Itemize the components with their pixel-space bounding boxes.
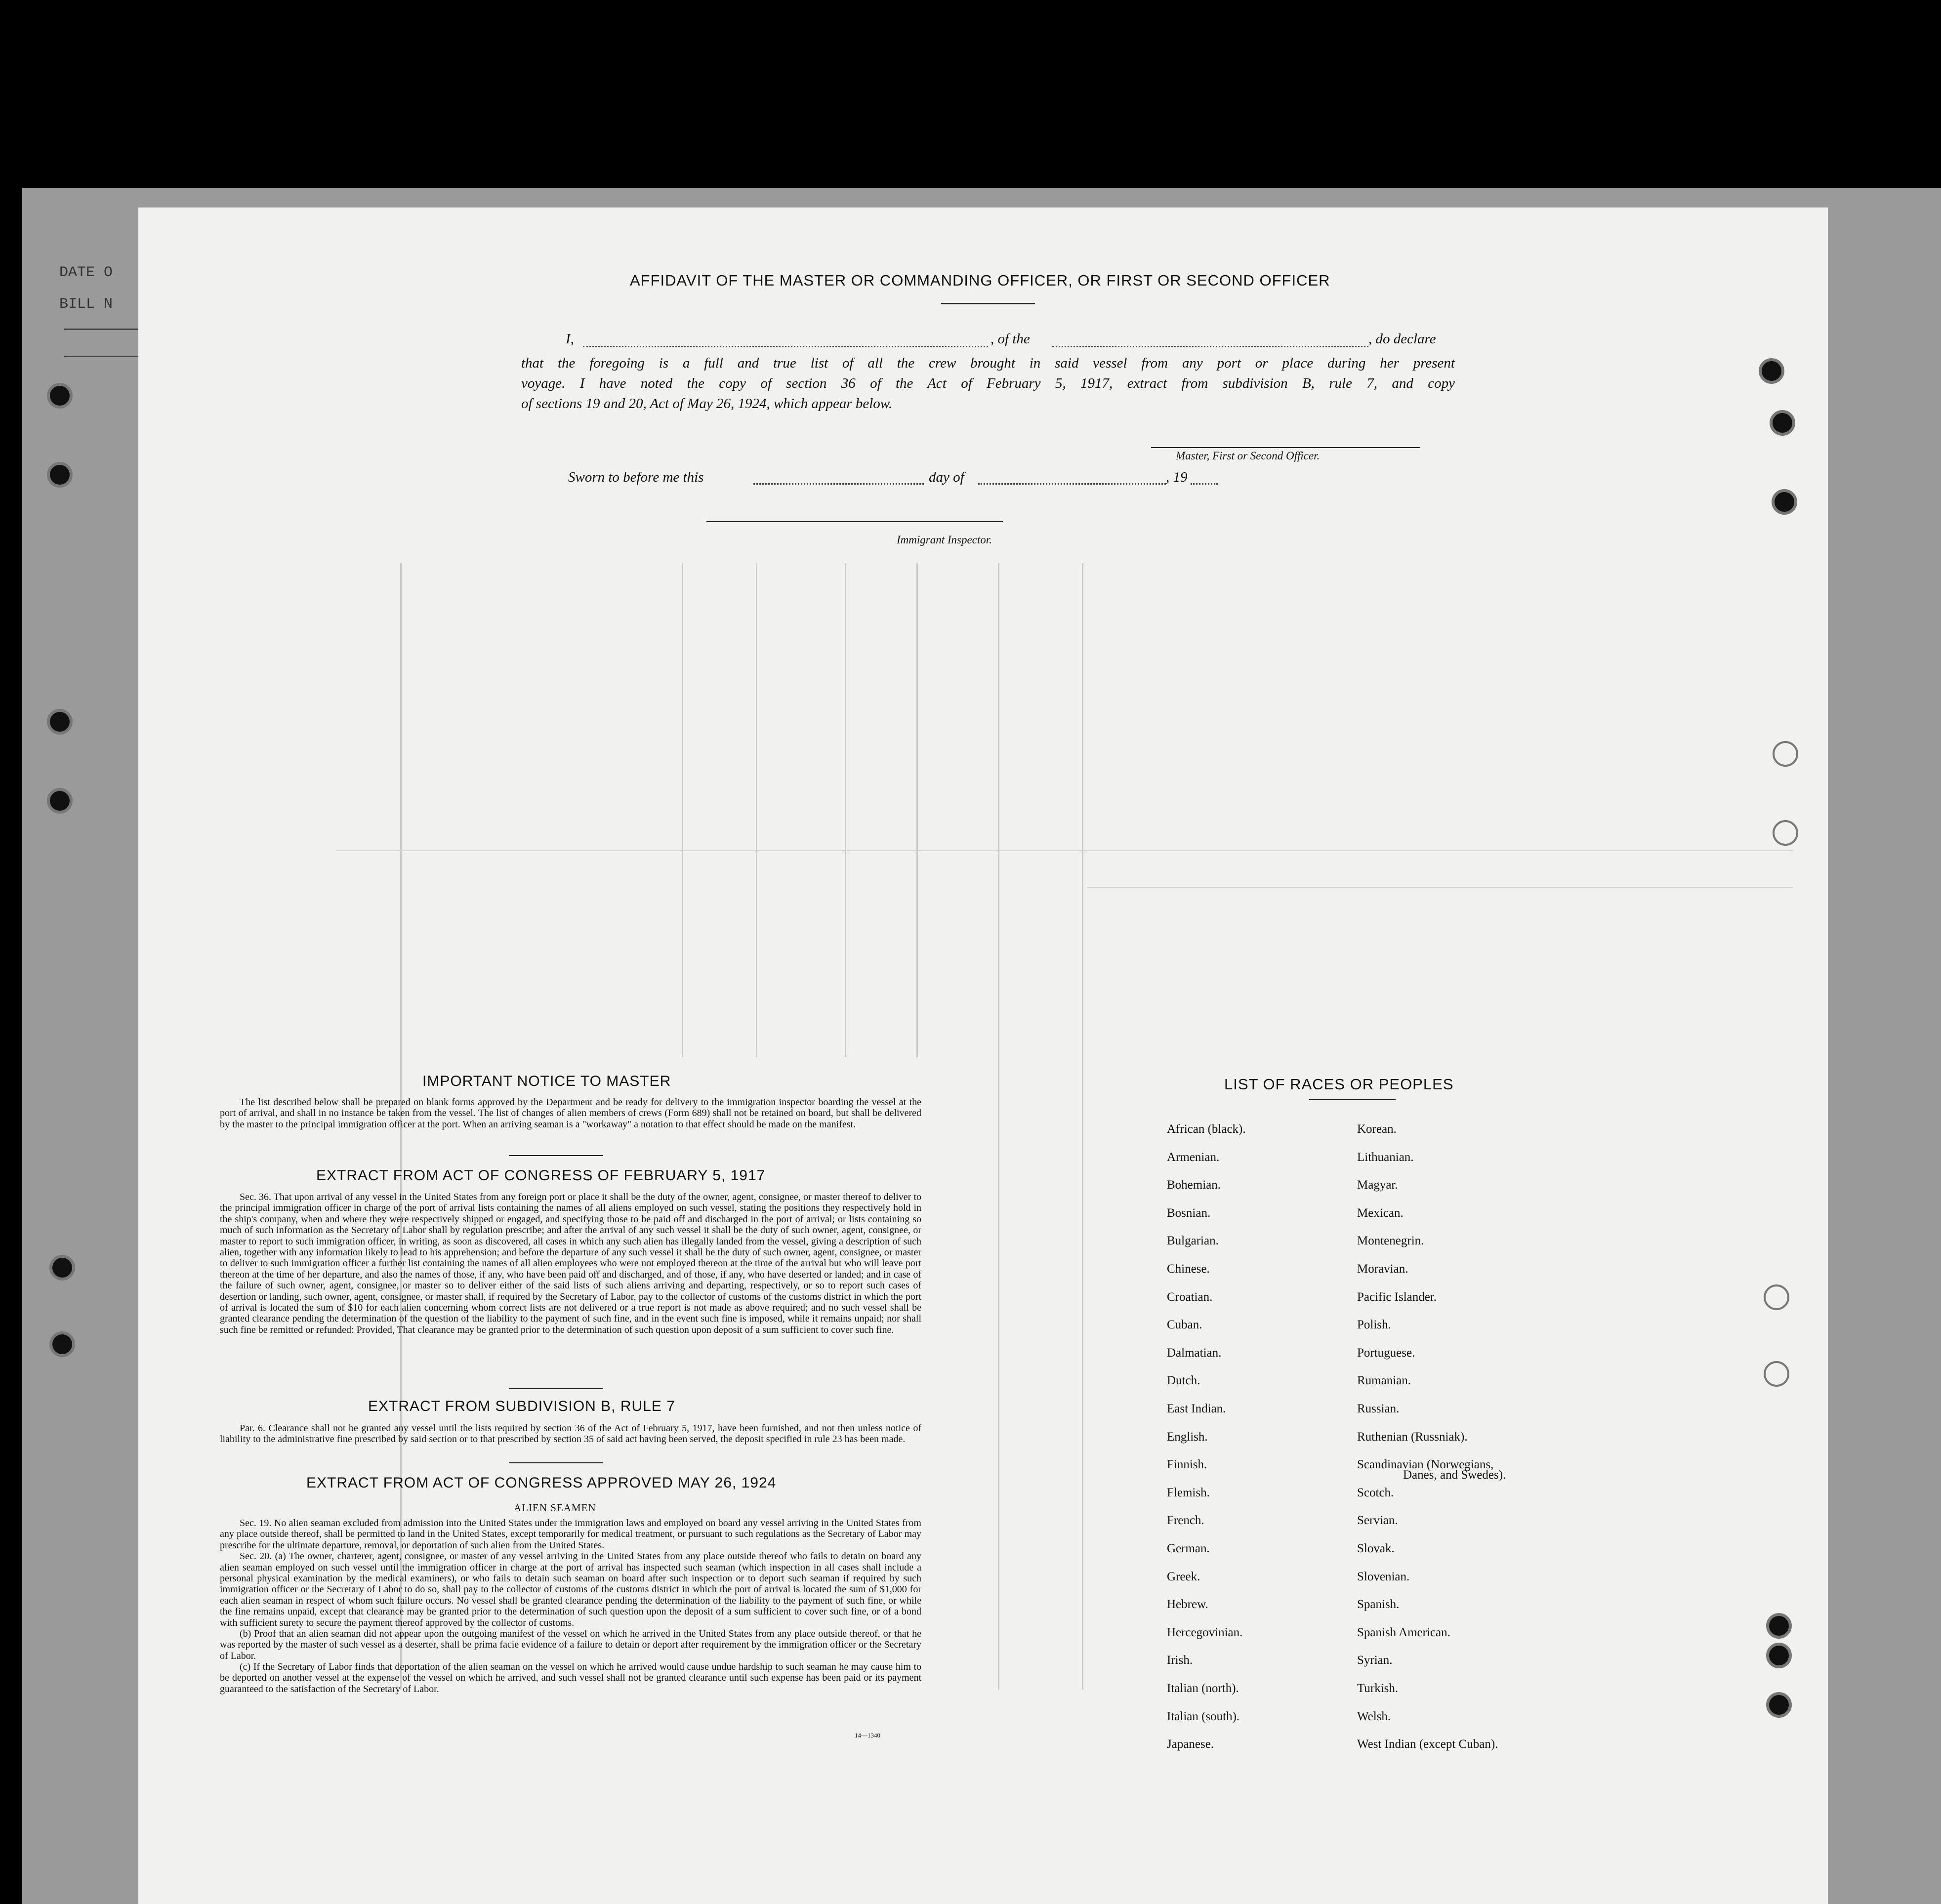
punch-hole-icon — [47, 709, 73, 735]
of-the-label: , of the — [991, 331, 1030, 347]
year-label: , 19 — [1166, 469, 1188, 485]
sworn-day-field[interactable] — [753, 483, 924, 485]
extract-1924-subtitle: ALIEN SEAMEN — [514, 1502, 596, 1514]
bleed-through-rule — [845, 563, 846, 1057]
race-item: Slovak. — [1357, 1542, 1395, 1555]
punch-hole-icon — [1770, 410, 1795, 436]
races-title: LIST OF RACES OR PEOPLES — [1224, 1076, 1454, 1093]
punch-hole-icon — [1764, 1284, 1789, 1310]
inspector-label: Immigrant Inspector. — [897, 534, 992, 546]
sec20a-text: Sec. 20. (a) The owner, charterer, agent, consignee, or master of any vessel arriving in the United States from any place outside thereof who fails to detain on board any alien seaman employed on such vessel until the immigration officer in charge at the port of arrival has inspected such seaman (which inspection in all cases shall include a personal physical examination by the medical examiners), or who fails to detain such seaman on board after such inspection or to deport such seaman if required by such immigration officer or the Secretary of Labor to do so, shall pay to the collector of customs of the customs district in which the port of arrival is located the sum of $1,000 for each alien seaman in respect of whom such failure occurs. No vessel shall be granted clearance pending the determination of the liability to the payment of such fine, or while the fine remains unpaid, except that clearance may be granted prior to the determination of such question upon the deposit of a sum sufficient to cover such fine, or of a bond with sufficient surety to secure the payment thereof approved by the collector of customs. — [220, 1551, 921, 1628]
affidavit-title: AFFIDAVIT OF THE MASTER OR COMMANDING OFFICER, OR FIRST OR SECOND OFFICER — [630, 272, 1330, 289]
race-item: Croatian. — [1167, 1290, 1213, 1304]
margin-stamp-line2: BILL N — [59, 296, 113, 313]
sec19-text: Sec. 19. No alien seaman excluded from admission into the United States under the immigration laws and employed on board any vessel arriving in the United States from any place outside thereof, shall be permitted to land in the United States, except temporarily for medical treatment, or pursuant to such regulations as the Secretary of Labor may prescribe for the ultimate departure, removal, or deportation of such alien from the United States. — [220, 1518, 921, 1551]
form-number: 14—1340 — [855, 1732, 880, 1739]
margin-divider — [64, 329, 138, 330]
day-of-label: day of — [929, 469, 964, 485]
notice-divider — [509, 1155, 603, 1156]
punch-hole-icon — [1766, 1692, 1792, 1718]
rule7-text: Par. 6. Clearance shall not be granted any vessel until the lists required by section 36 of the Act of February 5, 1917, have been furnished, and not then unless notice of liability to the administrative fine prescribed by said section or to that prescribed by section 35 of said act having been served, the deposit specified in rule 23 has been made. — [220, 1423, 921, 1445]
sworn-year-field[interactable] — [1191, 483, 1218, 485]
race-item: Dutch. — [1167, 1374, 1200, 1387]
bleed-through-rule — [756, 563, 757, 1057]
notice-text: The list described below shall be prepared on blank forms approved by the Department and be ready for delivery to the immigration inspector boarding the vessel at the port of arrival, and shall in no instance be taken from the vessel. The list of changes of alien members of crews (Form 689) shall not be retained on board, but shall be delivered by the master to the principal immigration officer at the port. When an arriving seaman is a "workaway" a notation to that effect should be made on the manifest. — [220, 1097, 921, 1130]
race-item: Cuban. — [1167, 1318, 1202, 1331]
race-item: Dalmatian. — [1167, 1346, 1222, 1360]
race-item: Armenian. — [1167, 1151, 1220, 1164]
race-item: Japanese. — [1167, 1738, 1214, 1751]
race-item: Irish. — [1167, 1654, 1193, 1667]
inspector-signature-line[interactable] — [706, 521, 1003, 522]
sworn-month-field[interactable] — [978, 483, 1166, 485]
bleed-through-rule — [336, 850, 1793, 851]
margin-stamp-line1: DATE O — [59, 264, 113, 281]
race-item: English. — [1167, 1430, 1208, 1444]
race-item: Bosnian. — [1167, 1206, 1211, 1220]
do-declare-label: , do declare — [1368, 331, 1436, 347]
punch-hole-icon — [47, 788, 73, 814]
race-item: Moravian. — [1357, 1262, 1408, 1276]
race-item: East Indian. — [1167, 1402, 1226, 1415]
race-item: French. — [1167, 1514, 1204, 1527]
race-item: Finnish. — [1167, 1458, 1207, 1471]
race-item: Mexican. — [1357, 1206, 1404, 1220]
punch-hole-icon — [1764, 1361, 1789, 1387]
race-item: Rumanian. — [1357, 1374, 1411, 1387]
race-item: Russian. — [1357, 1402, 1400, 1415]
title-underline — [941, 303, 1035, 304]
race-item: Flemish. — [1167, 1486, 1210, 1499]
race-item: Servian. — [1357, 1514, 1398, 1527]
notice-title: IMPORTANT NOTICE TO MASTER — [422, 1073, 671, 1089]
bleed-through-rule — [682, 563, 683, 1057]
race-item-continuation: Danes, and Swedes). — [1403, 1468, 1506, 1482]
bleed-through-rule — [1082, 563, 1083, 1690]
race-item: Ruthenian (Russniak). — [1357, 1430, 1468, 1444]
race-item: Italian (south). — [1167, 1710, 1240, 1723]
declaration-line-2: voyage. I have noted the copy of section 36 of the Act of February 5, 1917, extract from subdivision B, rule 7, and copy — [521, 375, 1455, 391]
race-item: Hebrew. — [1167, 1598, 1208, 1611]
punch-hole-icon — [1772, 489, 1797, 515]
race-item: Chinese. — [1167, 1262, 1210, 1276]
punch-hole-icon — [49, 1331, 75, 1357]
i-label: I, — [566, 331, 574, 347]
extract-1924-body — [220, 1518, 921, 1695]
declaration-line-3: of sections 19 and 20, Act of May 26, 1924, which appear below. — [521, 396, 893, 412]
punch-hole-icon — [49, 1255, 75, 1281]
declaration-body — [521, 353, 1455, 414]
master-signature-line[interactable] — [1151, 447, 1420, 448]
race-item: Greek. — [1167, 1570, 1200, 1583]
bleed-through-rule — [998, 563, 999, 1690]
race-item: Turkish. — [1357, 1682, 1399, 1695]
extract-1917-divider — [509, 1388, 603, 1389]
name-field[interactable] — [583, 346, 988, 347]
race-item: Scandinavian (Norwegians, — [1357, 1458, 1494, 1471]
sworn-label: Sworn to before me this — [568, 469, 704, 485]
extract-1917-title: EXTRACT FROM ACT OF CONGRESS OF FEBRUARY 5, 1917 — [316, 1167, 766, 1184]
race-item: West Indian (except Cuban). — [1357, 1738, 1498, 1751]
extract-1917-text: Sec. 36. That upon arrival of any vessel in the United States from any foreign port or place it shall be the duty of the owner, agent, consignee, or master thereof to deliver to the principal immigration officer in charge of the port of arrival lists containing the names of all aliens employed on such vessel, stating the positions they respectively hold in the ship's company, when and where they were respectively shipped or engaged, and specifying those to be paid off and discharged in the port of arrival; or lists containing so much of such information as the Secretary of Labor shall by regulation prescribe; and after the arrival of any such vessel it shall be the duty of such owner, agent, consignee, or master to report to such immigration officer, in writing, as soon as discovered, all cases in which any such alien has illegally landed from the vessel, giving a description of such alien, together with any information likely to lead to his apprehension; and before the departure of any such vessel it shall be the duty of such owner, agent, consignee, or master to deliver to such immigration officer a further list containing the names of all alien employees who were not employed thereon at the time of the arrival but who will leave port thereon at the time of her departure, and also the names of those, if any, who have been paid off and discharged, and of those, if any, who have deserted or landed; and in case of the failure of such owner, agent, consignee, or master so to deliver either of the said lists of such aliens arriving and departing, respectively, or so to report such cases of desertion or landing, such owner, agent, consignee, or master shall, if required by the Secretary of Labor, pay to the collector of customs of the customs district in which the port of arrival is located the sum of $10 for each alien concerning whom correct lists are not delivered or a true report is not made as above required; and no such vessel shall be granted clearance pending the determination of the question of the liability to the payment of such fine, and in the event such fine is imposed, while it remains unpaid; nor shall such fine be remitted or refunded: Provided, That clearance may be granted prior to the determination of such question upon deposit of a sum sufficient to cover such fine. — [220, 1192, 921, 1335]
race-item: Montenegrin. — [1357, 1234, 1424, 1247]
bleed-through-rule — [1087, 887, 1793, 888]
bleed-through-rule — [916, 563, 918, 1057]
race-item: Hercegovinian. — [1167, 1626, 1243, 1639]
punch-hole-icon — [1766, 1643, 1792, 1668]
race-item: Polish. — [1357, 1318, 1391, 1331]
race-item: Slovenian. — [1357, 1570, 1410, 1583]
races-divider — [1309, 1099, 1396, 1100]
race-item: Syrian. — [1357, 1654, 1393, 1667]
race-item: Spanish American. — [1357, 1626, 1450, 1639]
master-signature-label: Master, First or Second Officer. — [1176, 450, 1320, 462]
sec20c-text: (c) If the Secretary of Labor finds that deportation of the alien seaman on the vessel on which he arrived would cause undue hardship to such seaman he may cause him to be deported on another vessel at the expense of the vessel on which he arrived, and such vessel shall not be granted clearance until such expense has been paid or its payment guaranteed to the satisfaction of the Secretary of Labor. — [220, 1661, 921, 1695]
rule7-divider — [509, 1462, 603, 1463]
margin-stamp — [59, 257, 113, 320]
race-item: Spanish. — [1357, 1598, 1400, 1611]
race-item: Korean. — [1357, 1122, 1397, 1136]
race-item: Lithuanian. — [1357, 1151, 1414, 1164]
extract-1924-title: EXTRACT FROM ACT OF CONGRESS APPROVED MAY 26, 1924 — [306, 1475, 777, 1491]
punch-hole-icon — [1766, 1613, 1792, 1639]
race-item: Bulgarian. — [1167, 1234, 1219, 1247]
vessel-field[interactable] — [1052, 346, 1368, 347]
punch-hole-icon — [47, 462, 73, 488]
sec20b-text: (b) Proof that an alien seaman did not appear upon the outgoing manifest of the vessel on which he arrived in the United States from any place outside thereof, or that he was reported by the master of such vessel as a deserter, shall be prima facie evidence of a failure to detain or deport after requirement by the immigration officer or the Secretary of Labor. — [220, 1628, 921, 1661]
rule7-title: EXTRACT FROM SUBDIVISION B, RULE 7 — [368, 1398, 675, 1414]
race-item: Welsh. — [1357, 1710, 1391, 1723]
race-item: German. — [1167, 1542, 1210, 1555]
race-item: Portuguese. — [1357, 1346, 1415, 1360]
race-item: Italian (north). — [1167, 1682, 1239, 1695]
race-item: Pacific Islander. — [1357, 1290, 1437, 1304]
race-item: African (black). — [1167, 1122, 1246, 1136]
race-item: Magyar. — [1357, 1178, 1398, 1192]
punch-hole-icon — [1773, 741, 1798, 767]
punch-hole-icon — [47, 383, 73, 409]
margin-divider — [64, 356, 138, 357]
race-item: Scotch. — [1357, 1486, 1394, 1499]
declaration-line-1: that the foregoing is a full and true list of all the crew brought in said vessel from any port or place during her present — [521, 355, 1455, 371]
punch-hole-icon — [1759, 358, 1784, 384]
punch-hole-icon — [1773, 820, 1798, 846]
race-item: Bohemian. — [1167, 1178, 1221, 1192]
